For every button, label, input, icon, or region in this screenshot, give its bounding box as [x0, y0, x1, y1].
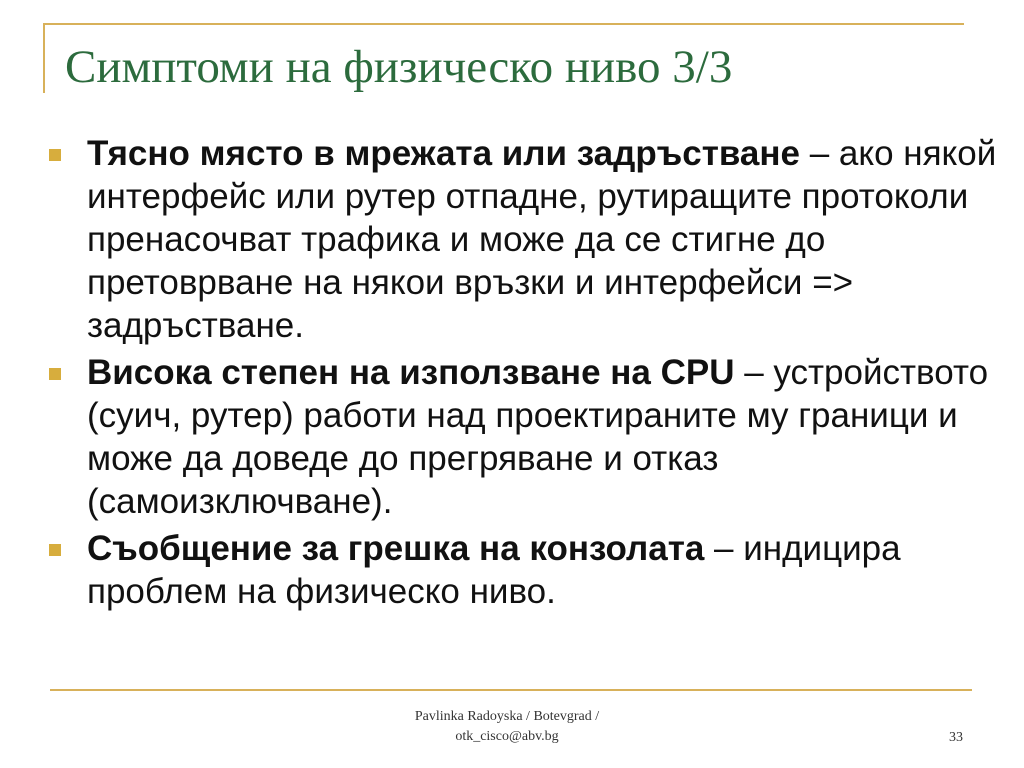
- footer-email: otk_cisco@abv.bg: [455, 729, 559, 744]
- footer-divider: [50, 689, 972, 691]
- bullet-list: [49, 132, 1004, 617]
- bullet-text: – устройството (суич, рутер) работи над проектираните му граници и може да доведе до прегряване и отказ (самоизключване).: [87, 353, 989, 521]
- bullet-heading: Тясно място в мрежата или задръстване: [87, 134, 800, 173]
- bullet-text: – индицира проблем на физическо ниво.: [87, 529, 901, 611]
- slide-number: 33: [949, 730, 963, 745]
- title-frame-vertical-line: [43, 23, 45, 93]
- bullet-item: [49, 351, 1004, 523]
- bullet-item: [49, 527, 1004, 613]
- square-bullet-icon: [49, 149, 61, 161]
- square-bullet-icon: [49, 544, 61, 556]
- bullet-text: – ако някой интерфейс или рутер отпадне, рутиращите протоколи пренасочват трафика и може да се стигне до претоврване на някои връзки и интерфейси => задръстване.: [87, 134, 997, 345]
- title-frame-top-line: [43, 23, 964, 25]
- bullet-heading: Висока степен на използване на CPU: [87, 353, 735, 392]
- slide-title: Симптоми на физическо ниво 3/3: [65, 41, 733, 93]
- bullet-item: [49, 132, 1004, 347]
- footer-author: [372, 707, 642, 747]
- footer-author-line: Pavlinka Radoyska / Botevgrad /: [414, 709, 600, 724]
- bullet-heading: Съобщение за грешка на конзолата: [87, 529, 705, 568]
- square-bullet-icon: [49, 368, 61, 380]
